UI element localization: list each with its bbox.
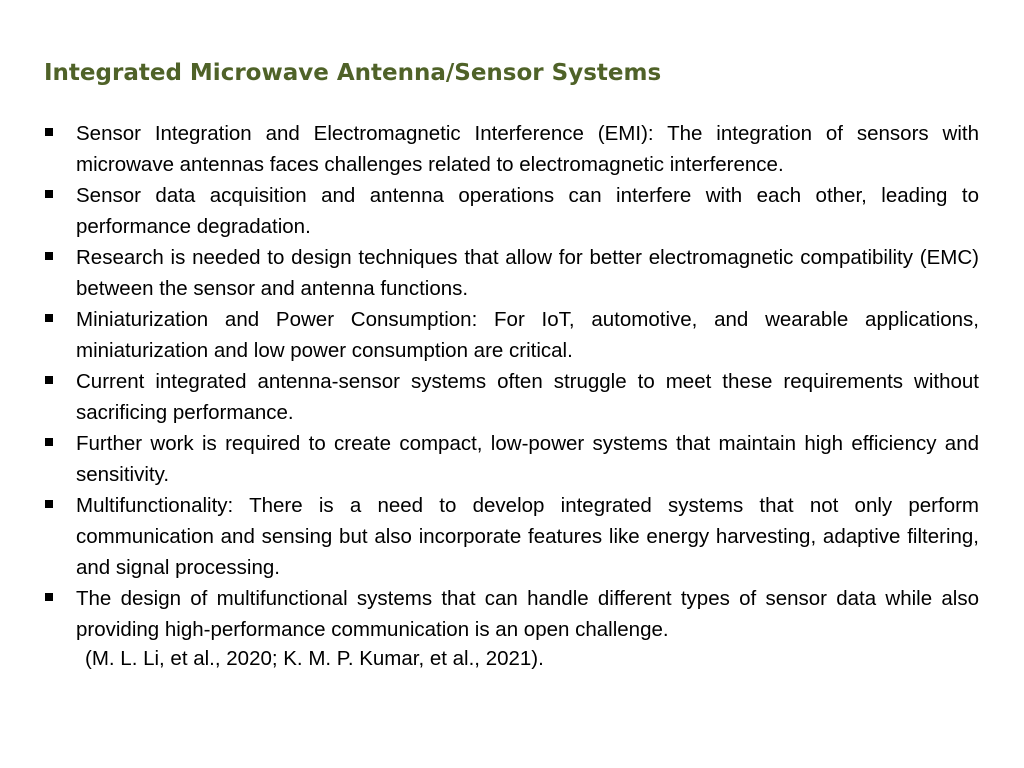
bullet-text: Sensor Integration and Electromagnetic Interference (EMI): The integration of sensors with microwave antennas faces challenges related to electromagnetic interference. [76,122,979,176]
square-bullet-icon [45,314,53,322]
square-bullet-icon [45,128,53,136]
bullet-item [44,118,979,180]
bullet-item [44,428,979,490]
citation: (M. L. Li, et al., 2020; K. M. P. Kumar, et al., 2021). [85,647,544,670]
square-bullet-icon [45,252,53,260]
bullet-text: Sensor data acquisition and antenna operations can interfere with each other, leading to performance degradation. [76,184,979,238]
bullet-text: Further work is required to create compact, low-power systems that maintain high efficiency and sensitivity. [76,432,979,486]
square-bullet-icon [45,500,53,508]
bullet-text: The design of multifunctional systems that can handle different types of sensor data while also providing high-performance communication is an open challenge. [76,587,979,641]
square-bullet-icon [45,593,53,601]
bullet-item [44,180,979,242]
bullet-item [44,242,979,304]
square-bullet-icon [45,376,53,384]
square-bullet-icon [45,438,53,446]
bullet-text: Miniaturization and Power Consumption: For IoT, automotive, and wearable applications, miniaturization and low power consumption are critical. [76,308,979,362]
bullet-item [44,366,979,428]
bullet-item [44,490,979,583]
bullet-list [44,118,979,645]
bullet-text: Current integrated antenna-sensor systems often struggle to meet these requirements without sacrificing performance. [76,370,979,424]
bullet-item [44,583,979,645]
bullet-item [44,304,979,366]
bullet-text: Multifunctionality: There is a need to develop integrated systems that not only perform communication and sensing but also incorporate features like energy harvesting, adaptive filtering, and signal processing. [76,494,979,579]
slide-title: Integrated Microwave Antenna/Sensor Systems [44,60,662,86]
square-bullet-icon [45,190,53,198]
bullet-text: Research is needed to design techniques that allow for better electromagnetic compatibility (EMC) between the sensor and antenna functions. [76,246,979,300]
